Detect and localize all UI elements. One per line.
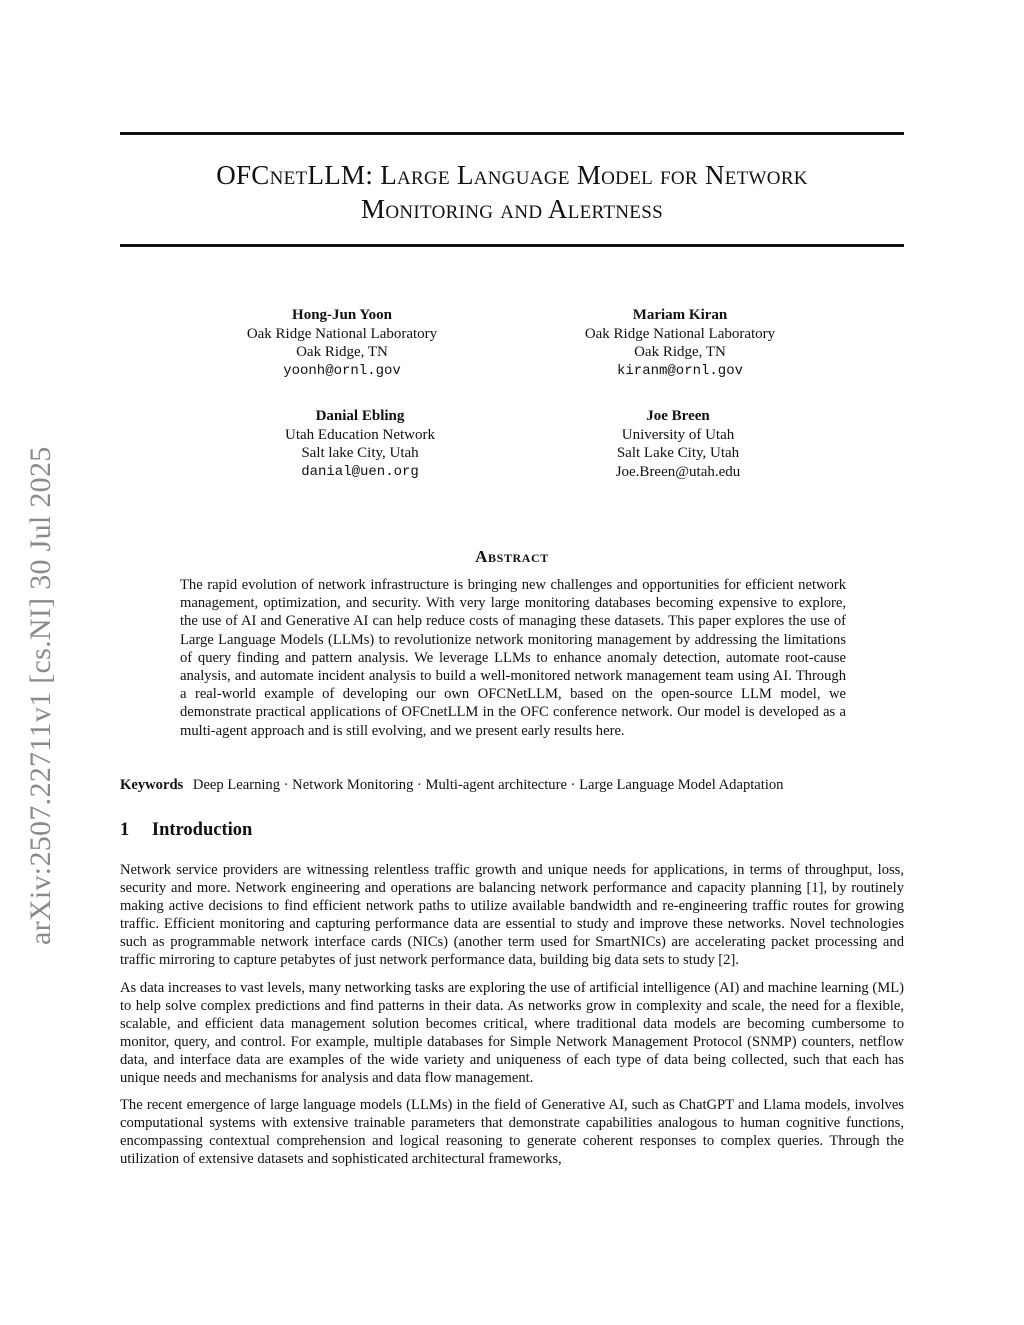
keywords-list: Deep Learning · Network Monitoring · Multi-agent architecture · Large Language Model Adaptation (192, 777, 784, 793)
author-email[interactable]: danial@uen.org (301, 463, 419, 480)
author-name: Hong-Jun Yoon (292, 307, 392, 323)
author-name: Joe Breen (646, 408, 710, 424)
author-block (528, 407, 828, 481)
author-location: Oak Ridge, TN (296, 344, 388, 360)
section-heading-introduction (120, 820, 252, 841)
paper-title (120, 158, 904, 226)
keywords-line (120, 776, 904, 794)
keywords-label: Keywords (120, 777, 184, 793)
author-affiliation: Oak Ridge National Laboratory (246, 325, 438, 342)
abstract-heading: Abstract (475, 547, 549, 566)
author-location: Salt lake City, Utah (301, 445, 419, 461)
author-block (210, 407, 510, 481)
paragraph: The recent emergence of large language models (LLMs) in the field of Generative AI, such as ChatGPT and Llama models, involves computational systems with extensive trainable parameters that demonstrate capabilities analogous to human cognitive functions, encompassing contextual comprehension and logical reasoning to generate coherent responses to complex queries. Through the utilization of extensive datasets and sophisticated architectural frameworks, (120, 1097, 904, 1168)
arxiv-identifier[interactable]: arXiv:2507.22711v1 [cs.NI] 30 Jul 2025 (24, 446, 57, 945)
section-title: Introduction (151, 820, 253, 840)
paragraph: As data increases to vast levels, many networking tasks are exploring the use of artificial intelligence (AI) and machine learning (ML) to help solve complex predictions and find patterns in their data. As networks grow in complexity and scale, the need for a flexible, scalable, and efficient data management solution becomes critical, where traditional data models are becoming cumbersome to monitor, query, and control. For example, multiple databases for Simple Network Management Protocol (SNMP) counters, netflow data, and interface data are examples of the wide variety and uniqueness of each type of data being collected, such that each has unique needs and mechanisms for analysis and data flow management. (120, 979, 904, 1087)
title-rule-top (120, 132, 904, 135)
paragraph: Network service providers are witnessing relentless traffic growth and unique needs for applications, in terms of throughput, loss, security and more. Network engineering and operations are balancing network performance and capacity planning [1], by routinely making active decisions to find efficient network paths to utilize available bandwidth and re-engineering traffic routes for growing traffic. Efficient monitoring and capturing performance data are essential to study and improve these networks. Novel technologies such as programmable network interface cards (NICs) (another term used for SmartNICs) are accelerating packet processing and traffic mirroring to capture petabytes of just network performance data, building big data sets to study [2]. (120, 862, 904, 969)
author-block (530, 306, 830, 380)
title-rule-bottom (120, 244, 904, 247)
author-block (192, 306, 492, 380)
section-number: 1 (120, 820, 130, 840)
author-email[interactable]: kiranm@ornl.gov (616, 362, 744, 379)
author-affiliation: Utah Education Network (285, 426, 435, 443)
author-location: Salt Lake City, Utah (616, 445, 740, 461)
author-affiliation: University of Utah (621, 426, 735, 443)
abstract-text: The rapid evolution of network infrastructure is bringing new challenges and opportunities for efficient network management, optimization, and security. With very large monitoring databases becoming expensive to explore, the use of AI and Generative AI can help reduce costs of managing these datasets. This paper explores the use of Large Language Models (LLMs) to revolutionize network monitoring management by addressing the limitations of query finding and pattern analysis. We leverage LLMs to enhance anomaly detection, automate root-cause analysis, and automate incident analysis to build a well-monitored network management team using AI. Through a real-world example of developing our own OFCNetLLM, based on the open-source LLM model, we demonstrate practical applications of OFCnetLLM in the OFC conference network. Our model is developed as a multi-agent approach and is still evolving, and we present early results here. (180, 577, 846, 739)
author-email[interactable]: Joe.Breen@utah.edu (615, 463, 741, 480)
author-location: Oak Ridge, TN (634, 344, 726, 360)
author-name: Mariam Kiran (632, 307, 728, 323)
title-line-2: Monitoring and Alertness (361, 194, 663, 224)
author-email[interactable]: yoonh@ornl.gov (283, 362, 401, 379)
author-name: Danial Ebling (315, 408, 405, 424)
author-affiliation: Oak Ridge National Laboratory (584, 325, 776, 342)
title-line-1: OFCnetLLM: Large Language Model for Network (216, 160, 808, 190)
introduction-body (120, 861, 904, 1178)
